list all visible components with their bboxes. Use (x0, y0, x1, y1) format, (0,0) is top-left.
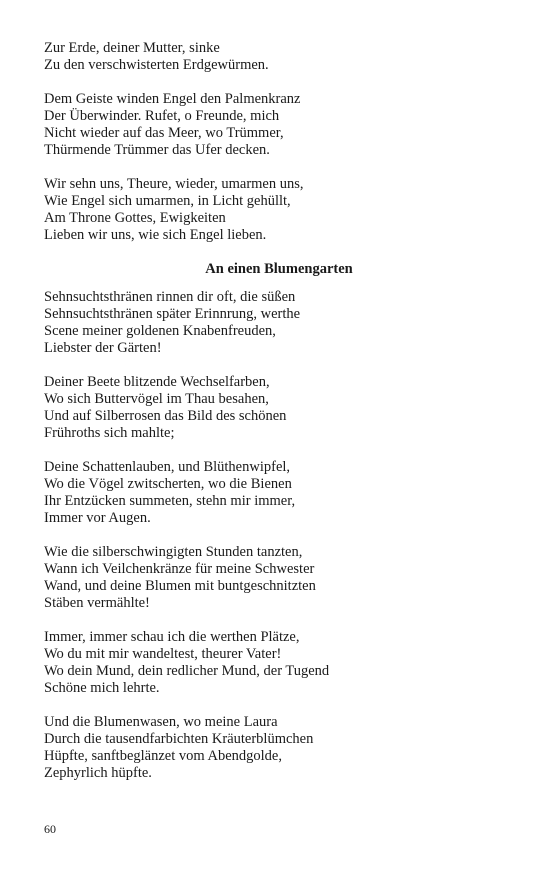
verse-line: Durch die tausendfarbichten Kräuterblümchen (44, 731, 314, 747)
verse-line: Schöne mich lehrte. (44, 680, 160, 696)
verse-line: Frühroths sich mahlte; (44, 425, 175, 441)
verse-line: Deiner Beete blitzende Wechselfarben, (44, 374, 270, 390)
stanza (44, 40, 514, 74)
verse-line: Wo die Vögel zwitscherten, wo die Bienen (44, 476, 292, 492)
verse-line: Deine Schattenlauben, und Blüthenwipfel, (44, 459, 291, 475)
poem-title: An einen Blumengarten (205, 261, 353, 277)
verse-line: Sehnsuchtsthränen später Erinnrung, werthe (44, 306, 301, 322)
stanza (44, 176, 514, 244)
stanza (44, 289, 514, 357)
page-number: 60 (44, 822, 56, 836)
verse-line: Und die Blumenwasen, wo meine Laura (44, 714, 278, 730)
book-page (44, 40, 514, 799)
verse-line: Ihr Entzücken summeten, stehn mir immer, (44, 493, 296, 509)
verse-line: Wo du mit mir wandeltest, theurer Vater! (44, 646, 282, 662)
verse-line: Der Überwinder. Rufet, o Freunde, mich (44, 108, 280, 124)
verse-line: Nicht wieder auf das Meer, wo Trümmer, (44, 125, 284, 141)
verse-line: Immer, immer schau ich die werthen Plätze, (44, 629, 300, 645)
verse-line: Wand, und deine Blumen mit buntgeschnitzten (44, 578, 316, 594)
verse-line: Zur Erde, deiner Mutter, sinke (44, 40, 220, 56)
verse-line: Stäben vermählte! (44, 595, 150, 611)
stanza (44, 374, 514, 442)
verse-line: Wie Engel sich umarmen, in Licht gehüllt, (44, 193, 291, 209)
stanza (44, 714, 514, 782)
stanza (44, 459, 514, 527)
verse-line: Zephyrlich hüpfte. (44, 765, 152, 781)
verse-line: Zu den verschwisterten Erdgewürmen. (44, 57, 269, 73)
verse-line: Und auf Silberrosen das Bild des schönen (44, 408, 287, 424)
verse-line: Wo sich Buttervögel im Thau besahen, (44, 391, 269, 407)
verse-line: Am Throne Gottes, Ewigkeiten (44, 210, 226, 226)
stanza (44, 629, 514, 697)
verse-line: Wo dein Mund, dein redlicher Mund, der Tugend (44, 663, 330, 679)
verse-line: Scene meiner goldenen Knabenfreuden, (44, 323, 276, 339)
verse-line: Wie die silberschwingigten Stunden tanzten, (44, 544, 303, 560)
verse-line: Wir sehn uns, Theure, wieder, umarmen uns, (44, 176, 304, 192)
verse-line: Immer vor Augen. (44, 510, 151, 526)
verse-line: Dem Geiste winden Engel den Palmenkranz (44, 91, 301, 107)
verse-line: Hüpfte, sanftbeglänzet vom Abendgolde, (44, 748, 282, 764)
stanza (44, 544, 514, 612)
verse-line: Thürmende Trümmer das Ufer decken. (44, 142, 270, 158)
verse-line: Sehnsuchtsthränen rinnen dir oft, die süßen (44, 289, 296, 305)
verse-line: Lieben wir uns, wie sich Engel lieben. (44, 227, 267, 243)
verse-line: Wann ich Veilchenkränze für meine Schwester (44, 561, 315, 577)
stanza (44, 91, 514, 159)
verse-line: Liebster der Gärten! (44, 340, 162, 356)
